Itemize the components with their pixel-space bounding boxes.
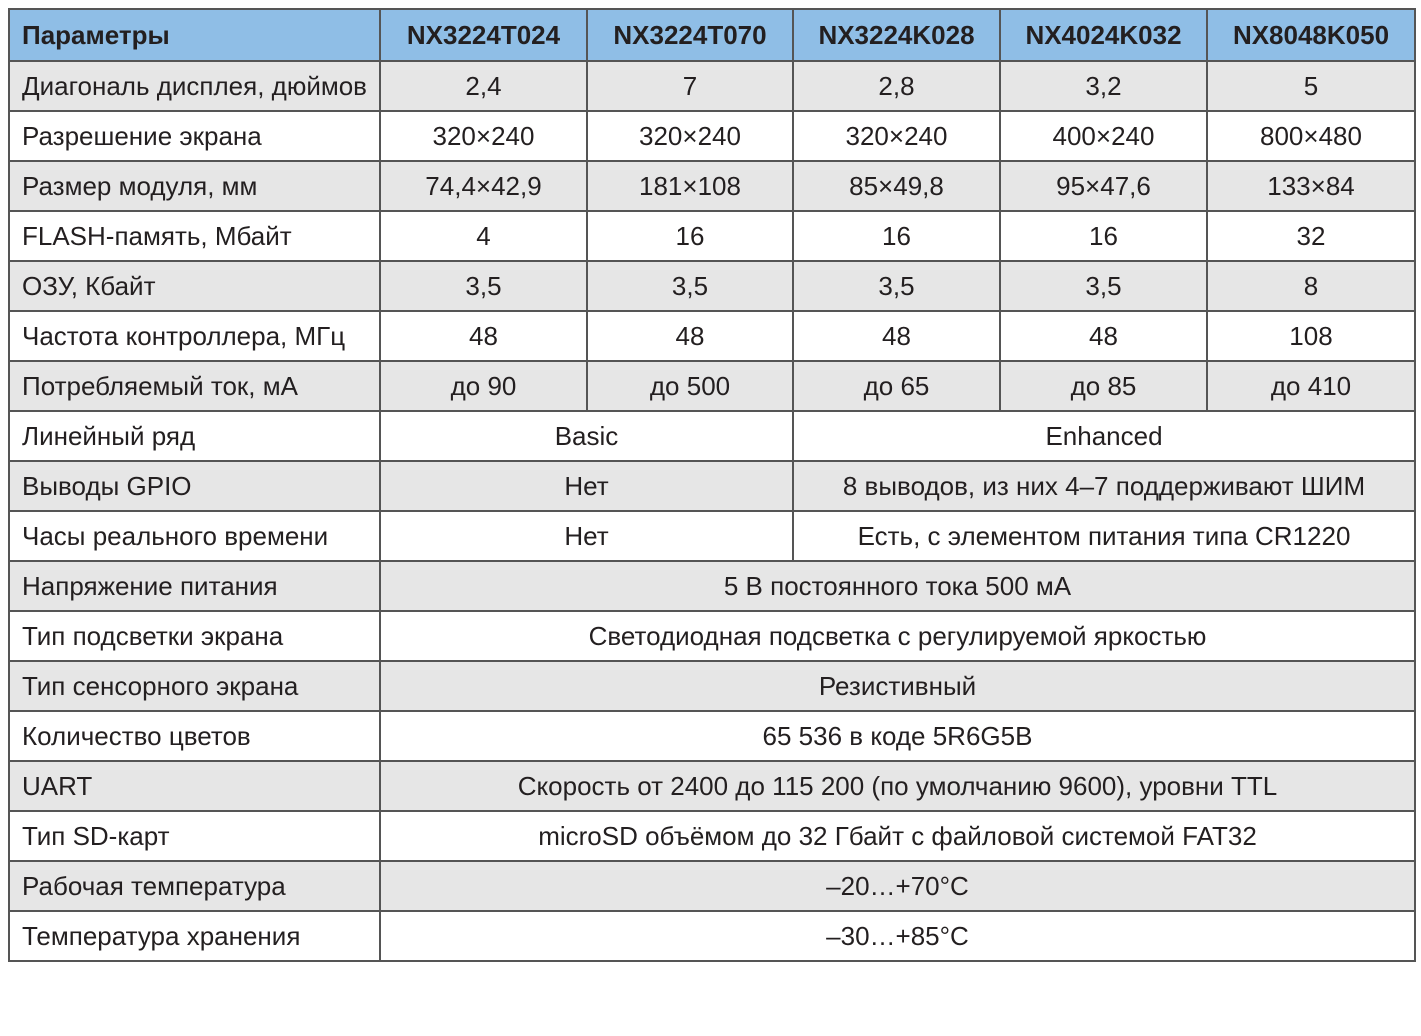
table-row [9,761,1415,811]
cell-value: 3,5 [793,261,1000,311]
row-label: Тип подсветки экрана [9,611,380,661]
cell-value-all: 65 536 в коде 5R6G5B [380,711,1415,761]
cell-value: 48 [587,311,793,361]
cell-value: 85×49,8 [793,161,1000,211]
cell-value-all: Резистивный [380,661,1415,711]
cell-value: 95×47,6 [1000,161,1207,211]
cell-value: до 90 [380,361,587,411]
cell-value: до 65 [793,361,1000,411]
cell-value-all: –30…+85°C [380,911,1415,961]
column-header-model: NX3224T070 [587,9,793,61]
cell-value: 16 [587,211,793,261]
table-row [9,111,1415,161]
row-label: UART [9,761,380,811]
cell-value-enhanced: Enhanced [793,411,1415,461]
cell-value-all: –20…+70°C [380,861,1415,911]
cell-value: 320×240 [587,111,793,161]
row-label: Линейный ряд [9,411,380,461]
cell-value: до 85 [1000,361,1207,411]
cell-value: 3,5 [380,261,587,311]
table-row [9,361,1415,411]
row-label: Разрешение экрана [9,111,380,161]
header-row [9,9,1415,61]
table-row [9,61,1415,111]
row-label: Частота контроллера, МГц [9,311,380,361]
row-label: Рабочая температура [9,861,380,911]
row-label: Часы реального времени [9,511,380,561]
row-label: ОЗУ, Кбайт [9,261,380,311]
row-label: Размер модуля, мм [9,161,380,211]
cell-value-all: Светодиодная подсветка с регулируемой яркостью [380,611,1415,661]
table-row [9,561,1415,611]
table-row [9,161,1415,211]
cell-value: 32 [1207,211,1415,261]
cell-value: 74,4×42,9 [380,161,587,211]
cell-value: до 500 [587,361,793,411]
cell-value: 8 [1207,261,1415,311]
cell-value-all: 5 В постоянного тока 500 мА [380,561,1415,611]
cell-value: 181×108 [587,161,793,211]
row-label: Выводы GPIO [9,461,380,511]
row-label: FLASH-память, Мбайт [9,211,380,261]
specs-table [8,8,1416,962]
cell-value: 3,2 [1000,61,1207,111]
cell-value-all: Скорость от 2400 до 115 200 (по умолчанию 9600), уровни TTL [380,761,1415,811]
table-row [9,611,1415,661]
cell-value-basic: Basic [380,411,793,461]
cell-value: 16 [1000,211,1207,261]
table-row [9,861,1415,911]
table-row [9,511,1415,561]
row-label: Потребляемый ток, мА [9,361,380,411]
row-label: Количество цветов [9,711,380,761]
row-label: Диагональ дисплея, дюймов [9,61,380,111]
cell-value: 7 [587,61,793,111]
table-row [9,261,1415,311]
cell-value-basic: Нет [380,461,793,511]
row-label: Напряжение питания [9,561,380,611]
cell-value: до 410 [1207,361,1415,411]
cell-value: 3,5 [587,261,793,311]
row-label: Тип сенсорного экрана [9,661,380,711]
column-header-model: NX3224T024 [380,9,587,61]
column-header-model: NX8048K050 [1207,9,1415,61]
cell-value: 48 [793,311,1000,361]
column-header-model: NX4024K032 [1000,9,1207,61]
table-row [9,311,1415,361]
cell-value: 3,5 [1000,261,1207,311]
cell-value: 48 [380,311,587,361]
column-header-parameters: Параметры [9,9,380,61]
cell-value: 400×240 [1000,111,1207,161]
table-row [9,461,1415,511]
cell-value: 48 [1000,311,1207,361]
cell-value-enhanced: Есть, с элементом питания типа CR1220 [793,511,1415,561]
cell-value: 800×480 [1207,111,1415,161]
table-row [9,911,1415,961]
cell-value: 4 [380,211,587,261]
cell-value-all: microSD объёмом до 32 Гбайт с файловой системой FAT32 [380,811,1415,861]
table-row [9,661,1415,711]
cell-value: 320×240 [380,111,587,161]
cell-value: 108 [1207,311,1415,361]
cell-value: 2,8 [793,61,1000,111]
cell-value: 320×240 [793,111,1000,161]
row-label: Температура хранения [9,911,380,961]
table-row [9,811,1415,861]
table-row [9,411,1415,461]
cell-value: 16 [793,211,1000,261]
column-header-model: NX3224K028 [793,9,1000,61]
cell-value: 2,4 [380,61,587,111]
cell-value: 5 [1207,61,1415,111]
row-label: Тип SD-карт [9,811,380,861]
cell-value: 133×84 [1207,161,1415,211]
cell-value-basic: Нет [380,511,793,561]
table-row [9,211,1415,261]
table-row [9,711,1415,761]
cell-value-enhanced: 8 выводов, из них 4–7 поддерживают ШИМ [793,461,1415,511]
